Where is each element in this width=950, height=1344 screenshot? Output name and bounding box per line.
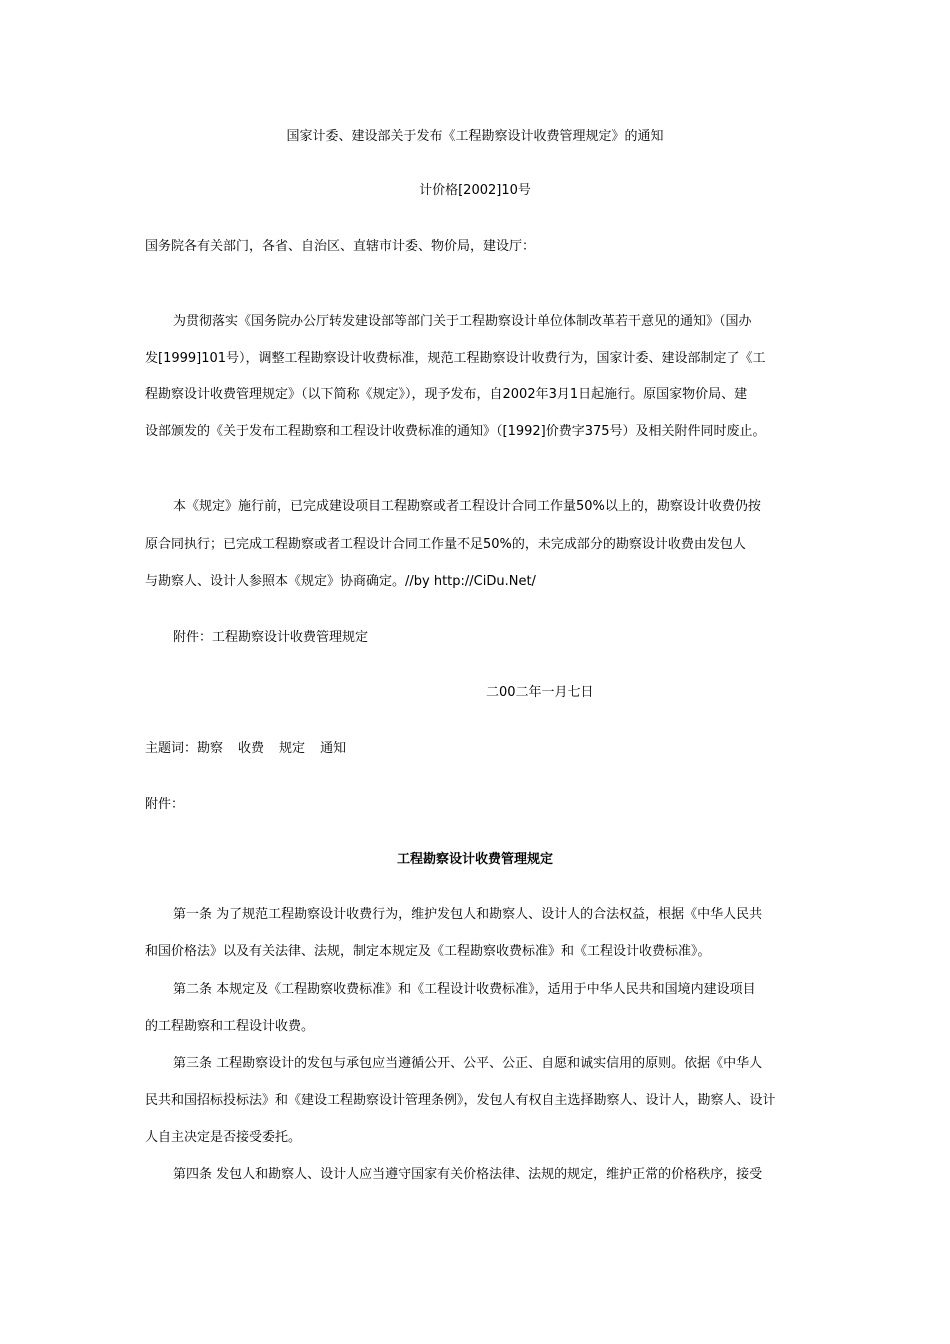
keyword: 勘察 xyxy=(197,741,224,756)
article-line: 第四条 发包人和勘察人、设计人应当遵守国家有关价格法律、法规的规定，维护正常的价格秩序，接受 xyxy=(173,1167,763,1182)
paragraph-line: 程勘察设计收费管理规定》（以下简称《规定》），现予发布，自2002年3月1日起施行。原国家物价局、建 xyxy=(145,387,748,402)
paragraph-line: 为贯彻落实《国务院办公厅转发建设部等部门关于工程勘察设计单位体制改革若干意见的通知》（国办 xyxy=(173,314,752,329)
addressee: 国务院各有关部门，各省、自治区、直辖市计委、物价局，建设厅： xyxy=(145,239,536,254)
keywords-label: 主题词： xyxy=(145,741,198,756)
article-line: 人自主决定是否接受委托。 xyxy=(145,1130,302,1145)
article-line: 第一条 为了规范工程勘察设计收费行为，维护发包人和勘察人、设计人的合法权益，根据《中华人民共 xyxy=(173,907,763,922)
keyword: 通知 xyxy=(320,741,347,756)
notice-title: 国家计委、建设部关于发布《工程勘察设计收费管理规定》的通知 xyxy=(286,129,664,144)
article-line: 第二条 本规定及《工程勘察收费标准》和《工程设计收费标准》，适用于中华人民共和国境内建设项目 xyxy=(173,982,756,997)
paragraph-line: 原合同执行；已完成工程勘察或者工程设计合同工作量不足50%的，未完成部分的勘察设计收费由发包人 xyxy=(145,537,746,552)
keyword: 收费 xyxy=(238,741,265,756)
paragraph-line: 设部颁发的《关于发布工程勘察和工程设计收费标准的通知》（[1992]价费字375号）及相关附件同时废止。 xyxy=(145,424,766,439)
keywords-line xyxy=(145,740,346,758)
article-line: 民共和国招标投标法》和《建设工程勘察设计管理条例》，发包人有权自主选择勘察人、设计人，勘察人、设计 xyxy=(145,1093,776,1108)
attachment-line: 附件：工程勘察设计收费管理规定 xyxy=(173,630,369,645)
attachment-label: 附件： xyxy=(145,797,185,812)
paragraph-line: 与勘察人、设计人参照本《规定》协商确定。//by http://CiDu.Net/ xyxy=(145,574,536,589)
article-line: 第三条 工程勘察设计的发包与承包应当遵循公开、公平、公正、自愿和诚实信用的原则。依据《中华人 xyxy=(173,1056,763,1071)
issue-date: 二00二年一月七日 xyxy=(486,685,594,700)
keyword: 规定 xyxy=(279,741,306,756)
doc-number: 计价格[2002]10号 xyxy=(419,183,531,198)
article-line: 和国价格法》以及有关法律、法规，制定本规定及《工程勘察收费标准》和《工程设计收费标准》。 xyxy=(145,944,711,959)
article-line: 的工程勘察和工程设计收费。 xyxy=(145,1019,315,1034)
regulation-title: 工程勘察设计收费管理规定 xyxy=(396,852,553,867)
paragraph-line: 发[1999]101号），调整工程勘察设计收费标准，规范工程勘察设计收费行为，国家计委、建设部制定了《工 xyxy=(145,351,766,366)
paragraph-line: 本《规定》施行前，已完成建设项目工程勘察或者工程设计合同工作量50%以上的，勘察设计收费仍按 xyxy=(173,499,761,514)
